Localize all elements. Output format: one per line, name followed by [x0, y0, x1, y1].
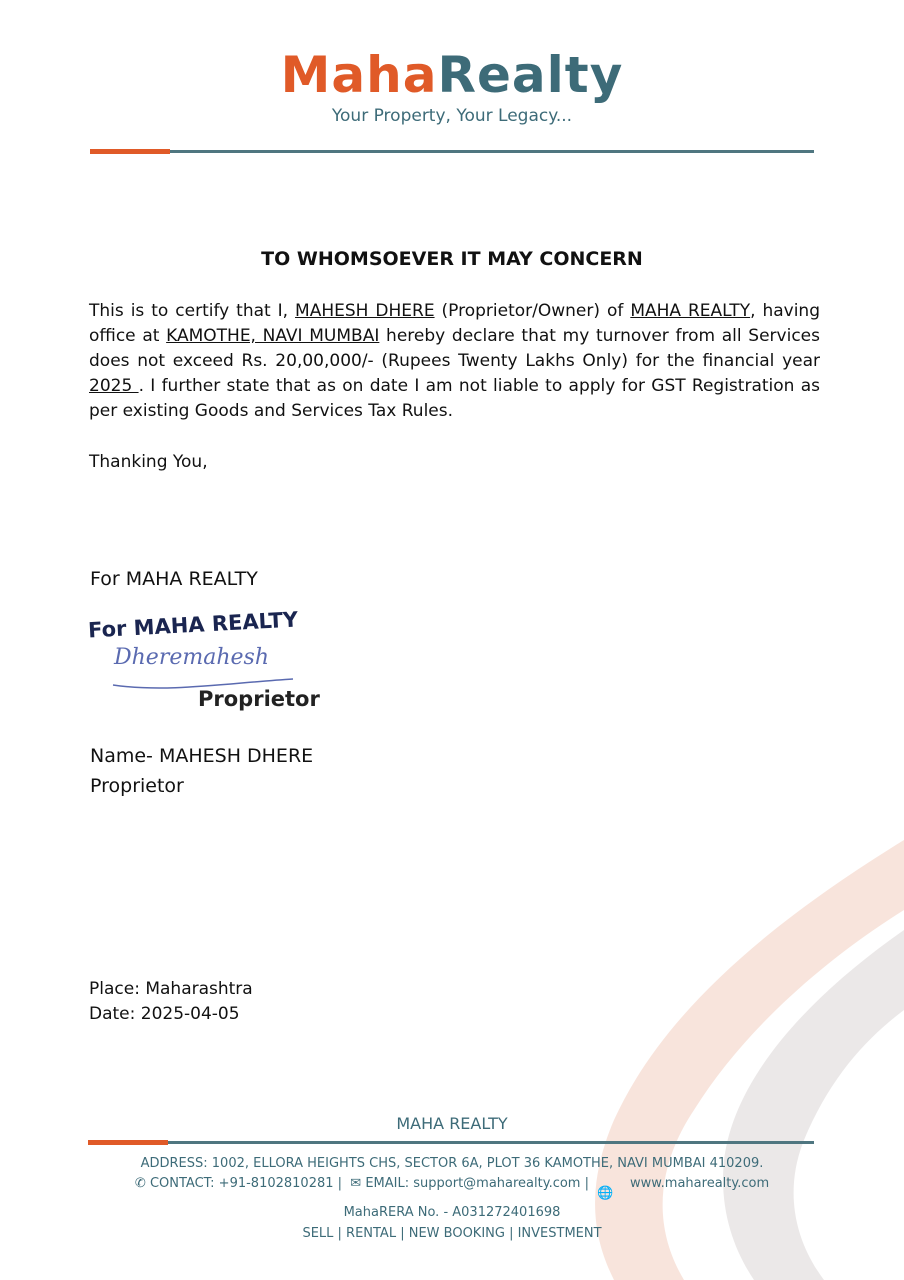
financial-year: 2025	[89, 376, 139, 396]
logo-realty: Realty	[437, 46, 624, 104]
logo-maha: Maha	[280, 46, 438, 104]
contact-phone: CONTACT: +91-8102810281 |	[149, 1176, 343, 1191]
letter-title: TO WHOMSOEVER IT MAY CONCERN	[261, 248, 643, 270]
website-link[interactable]: www.maharealty.com	[629, 1176, 770, 1191]
letter-body: This is to certify that I, MAHESH DHERE (Proprietor/Owner) of MAHA REALTY, having office at KAMOTHE, NAVI MUMBAI hereby declare that my turnover from all Services does not exceed Rs. 20,00,000/- (Rupees Twenty Lakhs Only) for the financial year 2025 . I further state that as on date I am not liable to apply for GST Registration as per existing Goods and Services Tax Rules.	[89, 301, 820, 421]
closing: Thanking You,	[89, 452, 208, 472]
place: Place: Maharashtra	[89, 979, 253, 999]
owner-name: MAHESH DHERE	[295, 301, 435, 321]
globe-icon: 🌐	[597, 1186, 614, 1201]
tagline: Your Property, Your Legacy...	[331, 106, 573, 126]
company-name: MAHA REALTY	[630, 301, 751, 321]
signatory-role: Proprietor	[90, 775, 184, 797]
company-logo	[0, 46, 904, 104]
for-company: For MAHA REALTY	[90, 568, 258, 590]
footer-address: ADDRESS: 1002, ELLORA HEIGHTS CHS, SECTOR 6A, PLOT 36 KAMOTHE, NAVI MUMBAI 410209.	[140, 1156, 764, 1171]
date: Date: 2025-04-05	[89, 1004, 240, 1024]
signature-stamp: For MAHA REALTY Dheremahesh Proprietor	[87, 607, 320, 711]
header-divider	[90, 150, 814, 153]
office-location: KAMOTHE, NAVI MUMBAI	[166, 326, 380, 346]
footer-company: MAHA REALTY	[396, 1114, 508, 1133]
footer-rera: MahaRERA No. - A031272401698	[343, 1205, 561, 1220]
footer-services: SELL | RENTAL | NEW BOOKING | INVESTMENT	[302, 1226, 602, 1241]
contact-email[interactable]: EMAIL: support@maharealty.com |	[365, 1176, 589, 1191]
footer-contact-line	[0, 1176, 904, 1201]
footer-divider	[88, 1141, 814, 1144]
phone-icon: ✆	[134, 1176, 146, 1191]
email-icon: ✉	[350, 1176, 362, 1191]
signatory-name: Name- MAHESH DHERE	[90, 745, 314, 767]
